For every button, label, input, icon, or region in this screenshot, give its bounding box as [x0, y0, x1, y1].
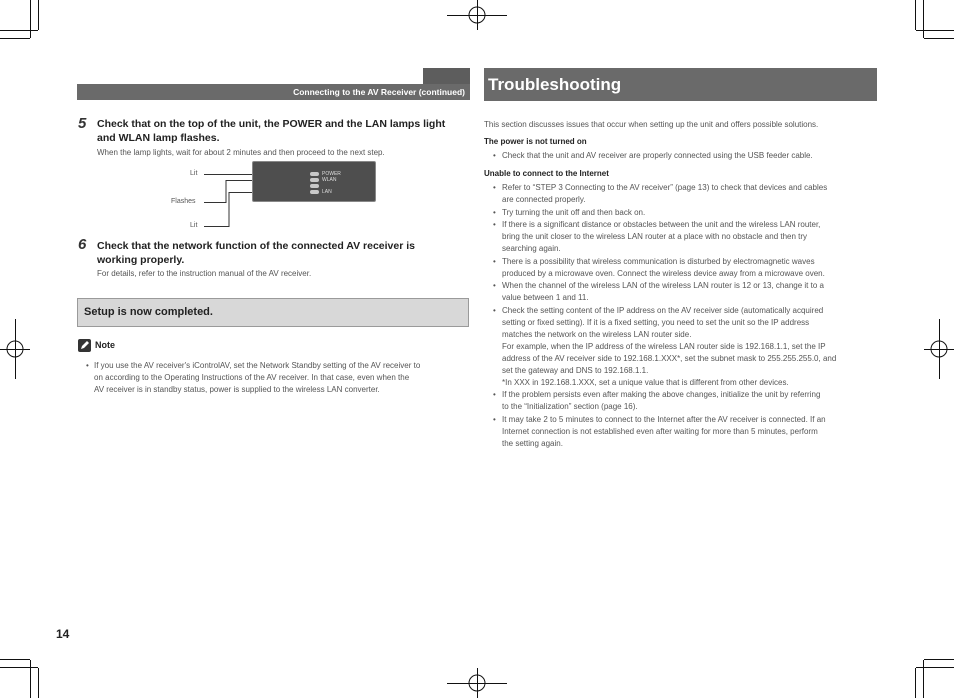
list-item	[484, 256, 884, 280]
item-line: bring the unit closer to the wireless LAN router at a place with no obstacle and then try	[502, 232, 808, 241]
item-line: produced by a microwave oven. Connect the wireless device away from a microwave oven.	[502, 268, 825, 278]
section-header: Connecting to the AV Receiver (continued)	[77, 84, 470, 100]
note-bullet: •	[86, 361, 89, 370]
power-lamp	[310, 172, 319, 176]
step-5-title-line-2: and WLAN lamp flashes.	[97, 132, 220, 144]
item-line: value between 1 and 11.	[502, 293, 589, 302]
item-line: address of the AV receiver side to 192.168.1.XXX*, set the subnet mask to 255.255.255.0, and	[502, 353, 837, 363]
note-label: Note	[95, 340, 115, 350]
step-6-title-line-1: Check that the network function of the connected AV receiver is	[97, 240, 415, 252]
diagram-label-lit-1: Lit	[190, 170, 198, 177]
step-6-title	[97, 239, 469, 267]
item-line: setting or fixed setting). If it is a fixed setting, you need to set the unit so the IP address	[502, 317, 810, 327]
list-item	[484, 182, 884, 206]
page-number: 14	[56, 627, 70, 641]
troubleshooting-title: Troubleshooting	[484, 68, 877, 101]
unit-top-diagram	[252, 161, 376, 202]
item-line: matches the network on the wireless LAN router side.	[502, 329, 692, 339]
setup-complete-banner: Setup is now completed.	[77, 298, 469, 327]
item-line: set the gateway and DNS to 192.168.1.1.	[502, 365, 649, 375]
step-5-title	[97, 117, 469, 145]
item-line: When the channel of the wireless LAN of the wireless LAN router is 12 or 13, change it to a	[502, 281, 824, 290]
step-6-number: 6	[78, 236, 87, 253]
note-line: on according to the Operating Instructions of the AV receiver. In that case, even when the	[94, 373, 410, 382]
item-line: If the problem persists even after making the above changes, initialize the unit by referring	[502, 390, 821, 399]
diagram-label-flashes: Flashes	[171, 198, 196, 205]
lan-lamp-label: LAN	[322, 189, 332, 195]
bullet: •	[493, 207, 496, 217]
list-item	[484, 219, 884, 255]
power-lamp-label: POWER	[322, 171, 341, 177]
troubleshooting-intro: This section discusses issues that occur when setting up the unit and offers possible solutions.	[484, 120, 819, 129]
item-line: There is a possibility that wireless communication is disturbed by electromagnetic waves	[502, 256, 815, 266]
bullet: •	[493, 390, 496, 399]
item-line: Try turning the unit off and then back on.	[502, 207, 646, 217]
wlan-lamp-label: WLAN	[322, 177, 337, 183]
bullet: •	[493, 281, 496, 290]
list-item	[484, 280, 884, 304]
list-item	[484, 414, 884, 450]
section-heading-internet: Unable to connect to the Internet	[484, 169, 609, 178]
note-line: AV receiver is in standby status, power is supplied to the wireless LAN converter.	[94, 385, 380, 394]
bullet: •	[493, 183, 496, 192]
step-6-description: For details, refer to the instruction manual of the AV receiver.	[97, 269, 312, 278]
list-item	[484, 207, 884, 219]
item-line: Check the setting content of the IP address on the AV receiver side (automatically acquired	[502, 305, 824, 315]
item-line: to the “Initialization” section (page 16).	[502, 402, 638, 411]
item-line: *In XXX in 192.168.1.XXX, set a unique value that is different from other devices.	[502, 377, 789, 387]
item-line: For example, when the IP address of the wireless LAN router side is 192.168.1.1, set the IP	[502, 341, 826, 351]
internet-items-list	[484, 182, 884, 450]
note-pencil-icon	[78, 339, 91, 352]
lan-lamp	[310, 190, 319, 194]
item-line: Internet connection is not established even after waiting for more than 5 minutes, perform	[502, 426, 818, 436]
bullet: •	[493, 305, 496, 315]
item-line: the setting again.	[502, 438, 563, 448]
list-item: • Check that the unit and AV receiver are properly connected using the USB feeder cable.	[484, 150, 884, 162]
item-line: Refer to “STEP 3 Connecting to the AV receiver” (page 13) to check that devices and cables	[502, 183, 828, 192]
list-item	[484, 389, 884, 413]
list-item	[484, 305, 884, 389]
step-5-title-line-1: Check that on the top of the unit, the POWER and the LAN lamps light	[97, 118, 446, 130]
item-line: searching again.	[502, 244, 561, 253]
bullet: •	[493, 220, 496, 229]
bullet: •	[493, 256, 496, 266]
power-items-list	[484, 150, 884, 162]
bullet: •	[493, 414, 496, 424]
item-line: are connected properly.	[502, 195, 586, 204]
section-heading-power: The power is not turned on	[484, 137, 587, 146]
note-line: If you use the AV receiver's iControlAV, set the Network Standby setting of the AV receiver to	[94, 361, 421, 370]
item-line: If there is a significant distance or obstacles between the unit and the wireless LAN router,	[502, 220, 821, 229]
step-5-description: When the lamp lights, wait for about 2 minutes and then proceed to the next step.	[97, 148, 385, 157]
wlan-lamp	[310, 178, 319, 182]
note-body	[86, 360, 471, 396]
item-line: Check that the unit and AV receiver are properly connected using the USB feeder cable.	[502, 151, 813, 160]
step-6-title-line-2: working properly.	[97, 254, 185, 266]
item-line: It may take 2 to 5 minutes to connect to the Internet after the AV receiver is connected. If an	[502, 414, 826, 424]
header-tab	[423, 68, 470, 85]
step-5-number: 5	[78, 115, 87, 132]
blank-lamp	[310, 184, 319, 188]
diagram-label-lit-2: Lit	[190, 222, 198, 229]
